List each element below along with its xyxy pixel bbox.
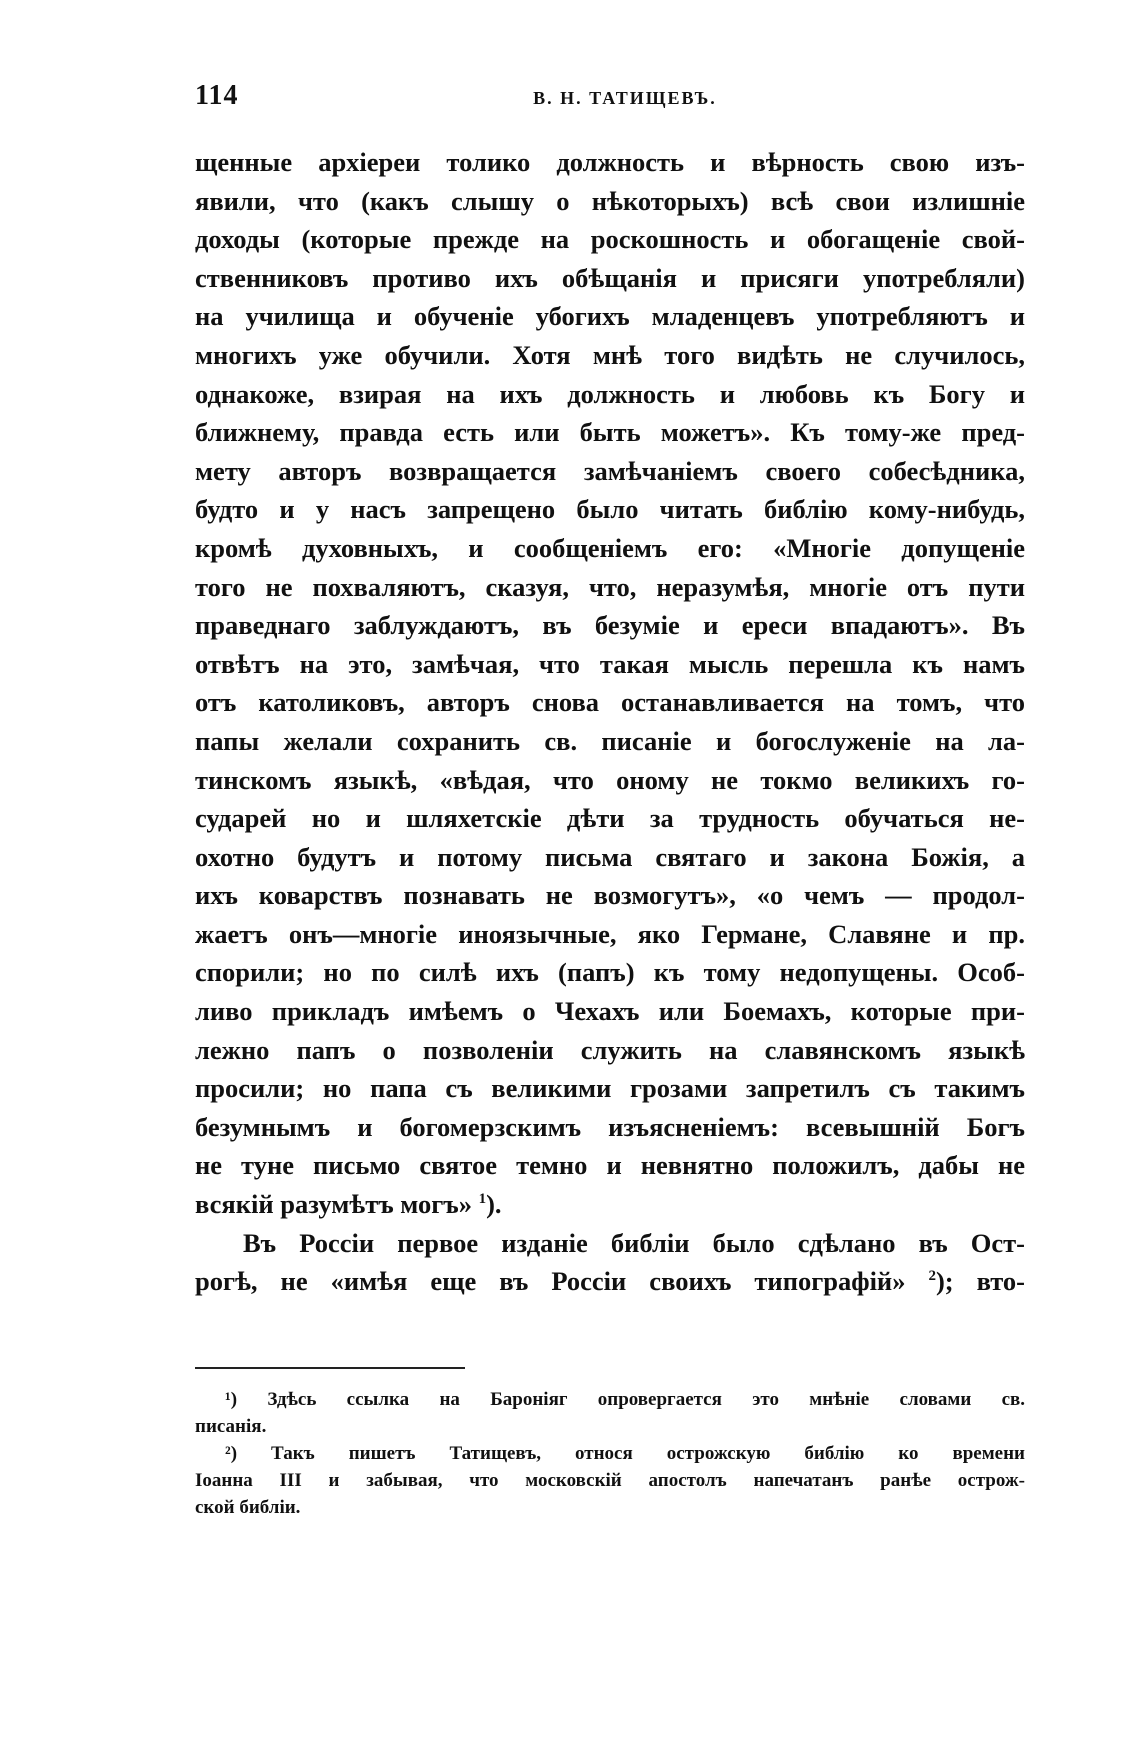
text-line: отвѣтъ на это, замѣчая, что такая мысль перешла къ намъ	[195, 648, 1025, 679]
text-line-tail: ).	[486, 1189, 502, 1220]
text-line: отъ католиковъ, авторъ снова останавливается на томъ, что	[195, 687, 1025, 718]
footnote-1-line: писанія.	[195, 1416, 267, 1437]
text-line: охотно будутъ и потому письма святаго и закона Божія, а	[195, 841, 1025, 872]
text-line: щенные архіереи толико должность и вѣрность свою изъ-	[195, 147, 1025, 177]
running-head: В. Н. ТАТИЩЕВЪ.	[533, 88, 717, 108]
text-line	[195, 1262, 1025, 1301]
text-line: безумнымъ и богомерзскимъ изъясненіемъ: всевышній Богъ	[195, 1111, 1025, 1142]
text-line: кромѣ духовныхъ, и сообщеніемъ его: «Многіе допущеніе	[195, 532, 1025, 563]
footnote-ref-2: 2	[928, 1268, 936, 1285]
text-line: спорили; но по силѣ ихъ (папъ) къ тому недопущены. Особ-	[195, 957, 1025, 988]
text-line-tail: ); вто-	[935, 1266, 1025, 1297]
text-line: того не похваляютъ, сказуя, что, неразумѣя, многіе отъ пути	[195, 571, 1025, 602]
text-line: доходы (которые прежде на роскошность и обогащеніе свой-	[195, 224, 1025, 255]
footnotes	[195, 1386, 1025, 1521]
footnote-marker: ¹)	[225, 1389, 238, 1410]
text-line: праведнаго заблуждаютъ, въ безуміе и ереси впадаютъ». Въ	[195, 610, 1025, 641]
text-line: будто и у насъ запрещено было читать библію кому-нибудь,	[195, 494, 1025, 525]
text-line: лежно папъ о позволеніи служить на славянскомъ языкѣ	[195, 1034, 1025, 1065]
footnote-text: Здѣсь ссылка на Бароніяг опровергается это мнѣніе словами св.	[267, 1389, 1026, 1410]
text-line: папы желали сохранить св. писаніе и богослуженіе на ла-	[195, 725, 1025, 756]
text-line: ственниковъ противо ихъ обѣщанія и присяги употребляли)	[195, 262, 1025, 293]
text-line: просили; но папа съ великими грозами запретилъ съ такимъ	[195, 1073, 1025, 1104]
footnote-1-line	[195, 1386, 1025, 1413]
text-line: не туне письмо святое темно и невнятно положилъ, дабы не	[195, 1150, 1025, 1181]
text-line: сударей но и шляхетскіе дѣти за трудность обучаться не-	[195, 803, 1025, 834]
text-line-content: рогѣ, не «имѣя еще въ Россіи своихъ типографій»	[195, 1266, 929, 1297]
text-line-content: всякій разумѣтъ могъ»	[195, 1189, 479, 1220]
text-line: тинскомъ языкѣ, «вѣдая, что оному не токмо великихъ го-	[195, 764, 1025, 795]
text-line	[195, 1185, 1025, 1224]
footnote-divider	[195, 1367, 465, 1369]
text-line: ихъ коварствъ познавать не возмогутъ», «о чемъ — продол-	[195, 880, 1025, 911]
text-line: ливо прикладъ имѣемъ о Чехахъ или Боемахъ, которые при-	[195, 996, 1025, 1027]
text-line: жаетъ онъ—многіе иноязычные, яко Германе, Славяне и пр.	[195, 918, 1025, 949]
body-text	[195, 143, 1025, 1301]
footnote-ref-1: 1	[478, 1191, 487, 1208]
text-line: мету авторъ возвращается замѣчаніемъ своего собесѣдника,	[195, 455, 1025, 486]
footnote-marker: ²)	[225, 1443, 238, 1464]
paragraph-first-line: Въ Россіи первое изданіе библіи было сдѣлано въ Ост-	[243, 1227, 1025, 1258]
text-line: явили, что (какъ слышу о нѣкоторыхъ) всѣ свои излишніе	[195, 185, 1025, 216]
footnote-2-line: ской библіи.	[195, 1497, 301, 1518]
text-line: многихъ уже обучили. Хотя мнѣ того видѣть не случилось,	[195, 339, 1025, 370]
text-line: однакоже, взирая на ихъ должность и любовь къ Богу и	[195, 378, 1025, 409]
text-line: на училища и обученіе убогихъ младенцевъ употребляютъ и	[195, 301, 1025, 332]
page-number: 114	[195, 80, 239, 111]
footnote-2-line	[195, 1440, 1025, 1467]
page-header	[195, 80, 1025, 120]
text-line: ближнему, правда есть или быть можетъ». Къ тому-же пред-	[195, 417, 1025, 448]
footnote-text: Такъ пишетъ Татищевъ, относя острожскую библію ко времени	[271, 1443, 1026, 1464]
footnote-2-line: Іоанна III и забывая, что московскій апостолъ напечатанъ ранѣе острож-	[195, 1470, 1025, 1491]
